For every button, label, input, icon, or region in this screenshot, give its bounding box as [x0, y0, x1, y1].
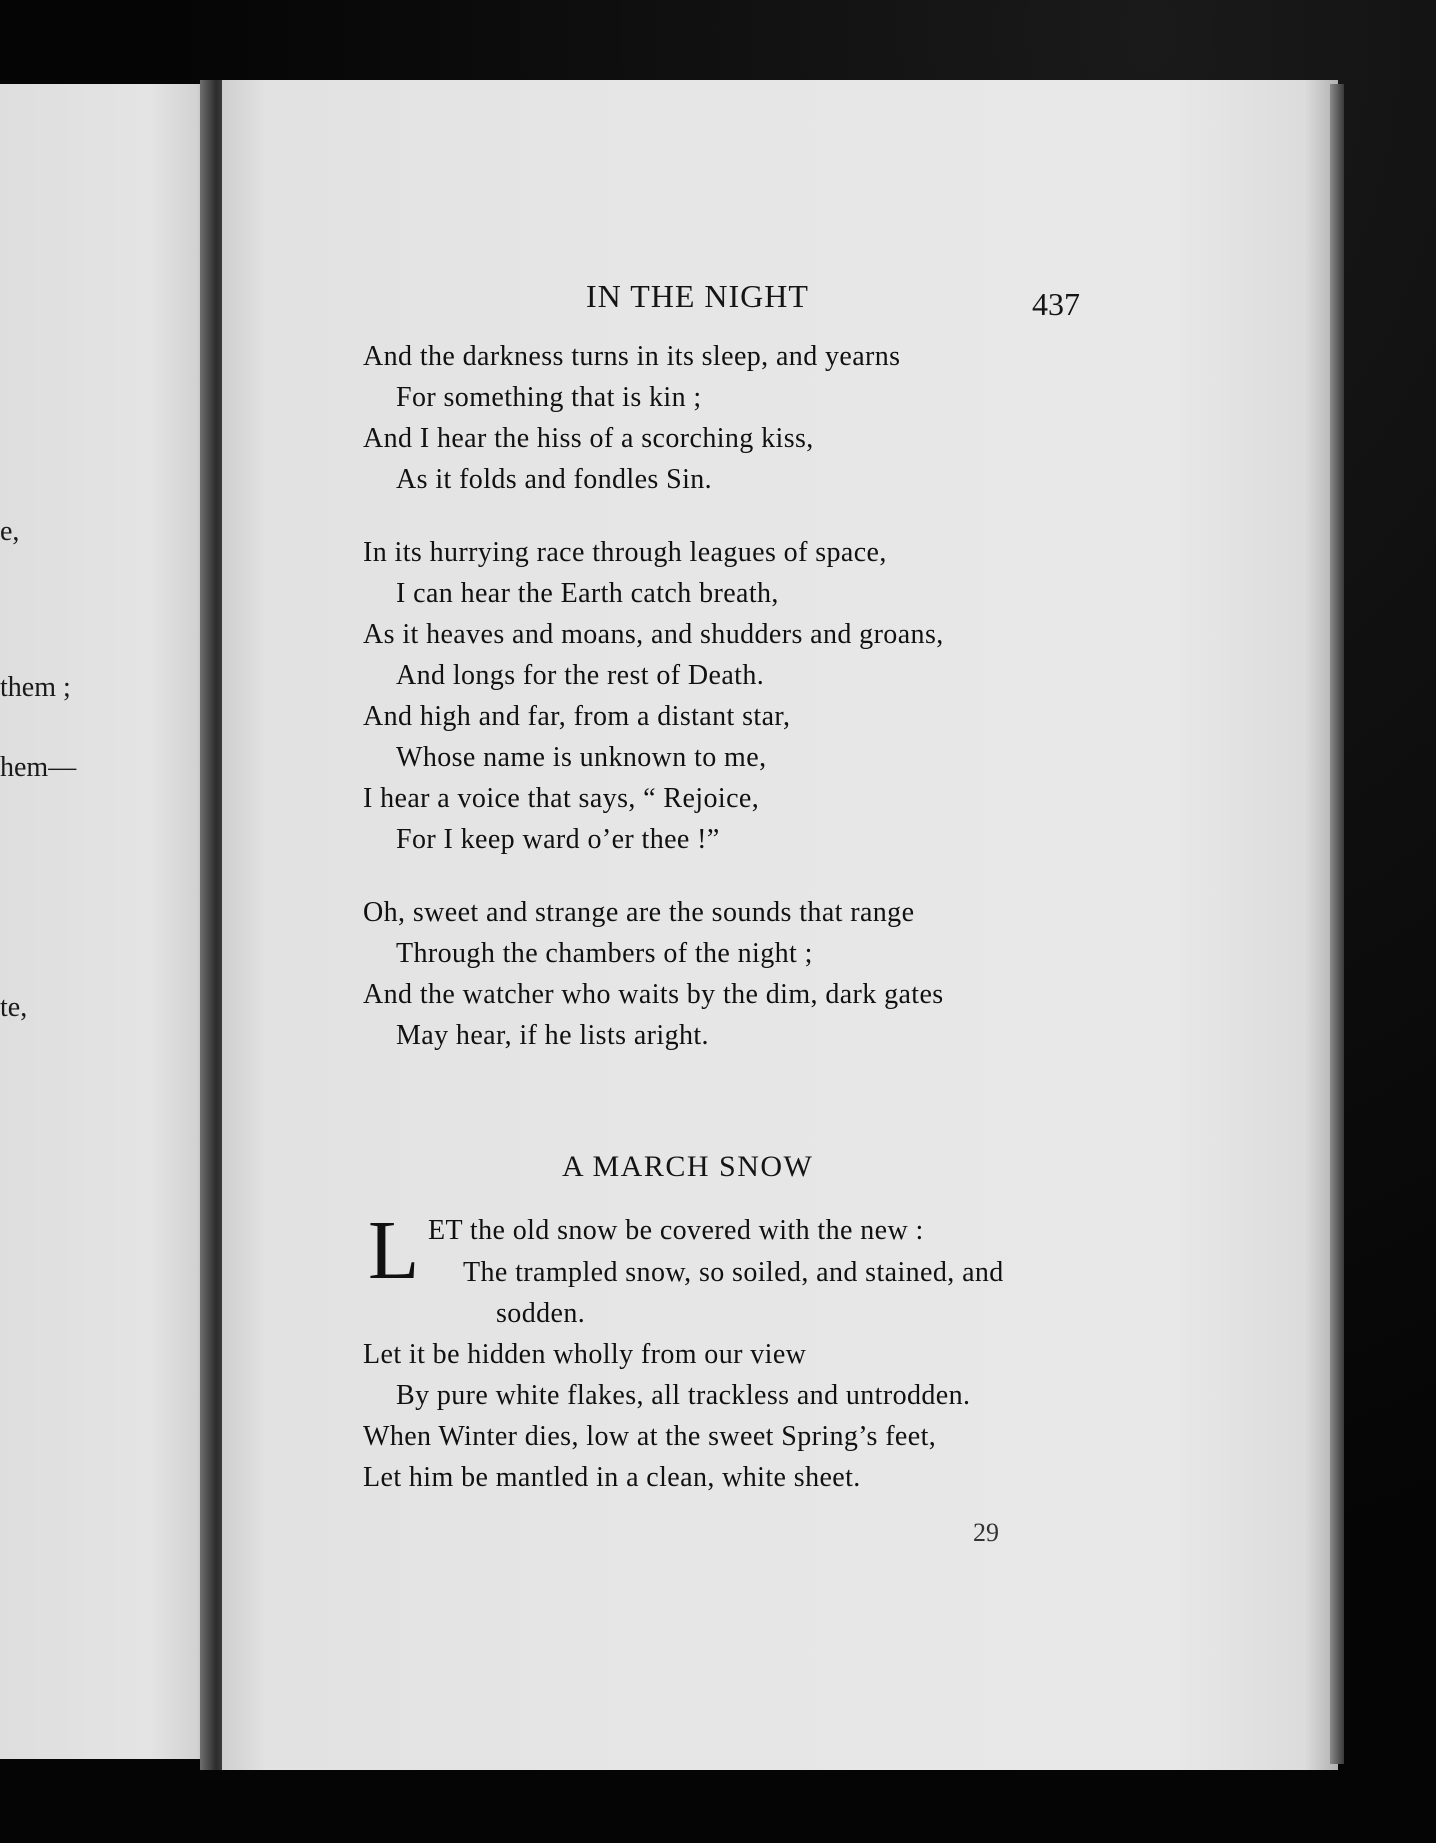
poem-line: sodden. [496, 1298, 586, 1329]
poem-line: By pure white flakes, all trackless and untrodden. [396, 1380, 971, 1411]
poem-line: In its hurrying race through leagues of space, [363, 537, 887, 568]
poem-line: As it heaves and moans, and shudders and groans, [363, 619, 944, 650]
left-page-fragment: e, [0, 516, 20, 547]
running-header: IN THE NIGHT [586, 278, 809, 314]
page-edge [1330, 84, 1344, 1764]
poem-title: A MARCH SNOW [562, 1150, 814, 1183]
left-page-fragment: them ; [0, 672, 71, 703]
poem-line: Let him be mantled in a clean, white sheet. [363, 1462, 861, 1493]
drop-cap: L [368, 1204, 420, 1297]
poem-line: Through the chambers of the night ; [396, 938, 813, 969]
left-page-fragment: hem— [0, 752, 77, 783]
poem-line: And the watcher who waits by the dim, dark gates [363, 979, 944, 1010]
poem-line: As it folds and fondles Sin. [396, 464, 713, 495]
page-number: 437 [1032, 286, 1080, 322]
poem-line: And longs for the rest of Death. [396, 660, 765, 691]
left-page-fragment: te, [0, 992, 28, 1023]
poem-line: Whose name is unknown to me, [396, 742, 767, 773]
poem-line: And the darkness turns in its sleep, and yearns [363, 341, 901, 372]
poem-line: When Winter dies, low at the sweet Spring’s feet, [363, 1421, 937, 1452]
poem-line: The trampled snow, so soiled, and stained, and [463, 1257, 1004, 1288]
poem-line: I hear a voice that says, “ Rejoice, [363, 783, 760, 814]
poem-line: For something that is kin ; [396, 382, 702, 413]
poem-line: And high and far, from a distant star, [363, 701, 791, 732]
poem-line: For I keep ward o’er thee !” [396, 824, 720, 855]
folio-mark: 29 [973, 1518, 999, 1547]
poem-line: Let it be hidden wholly from our view [363, 1339, 807, 1370]
left-facing-page [0, 84, 214, 1759]
poem-line: I can hear the Earth catch breath, [396, 578, 779, 609]
poem-line: May hear, if he lists aright. [396, 1020, 709, 1051]
poem-line: And I hear the hiss of a scorching kiss, [363, 423, 814, 454]
poem-line: Oh, sweet and strange are the sounds that range [363, 897, 915, 928]
poem-line: ET the old snow be covered with the new : [428, 1215, 924, 1246]
